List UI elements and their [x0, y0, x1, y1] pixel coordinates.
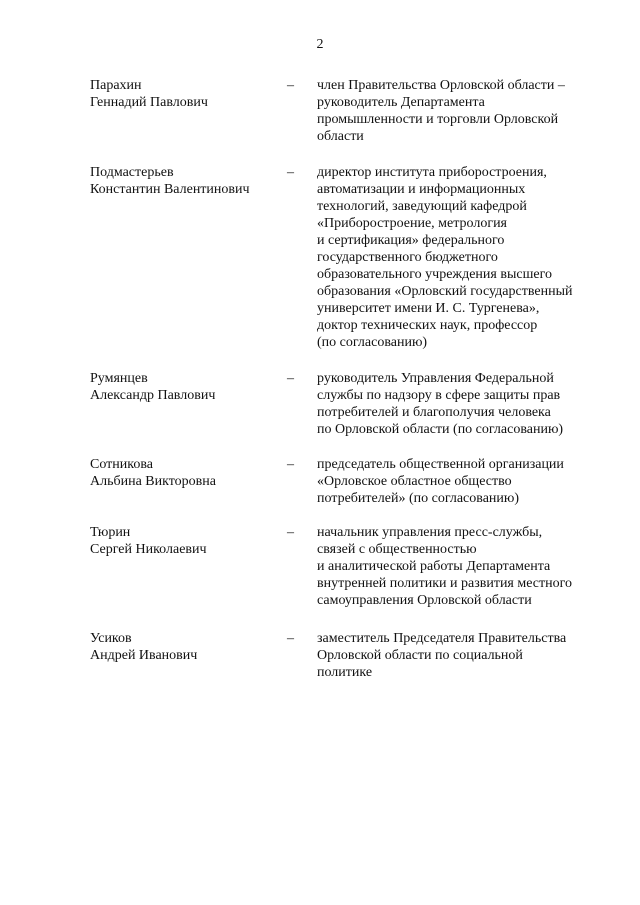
- member-name: [90, 370, 275, 404]
- role-line: технологий, заведующий кафедрой: [317, 199, 527, 214]
- member-given-names: Альбина Викторовна: [90, 474, 216, 489]
- separator-dash: –: [287, 371, 294, 386]
- member-given-names: Сергей Николаевич: [90, 542, 207, 557]
- member-role: [317, 456, 607, 507]
- member-name: [90, 77, 275, 111]
- member-name: [90, 164, 275, 198]
- member-role: [317, 370, 607, 438]
- separator-dash: –: [287, 78, 294, 93]
- member-given-names: Александр Павлович: [90, 388, 216, 403]
- role-line: по Орловской области (по согласованию): [317, 422, 564, 437]
- role-line: и аналитической работы Департамента: [317, 559, 551, 574]
- member-surname: Тюрин: [90, 525, 131, 540]
- member-role: [317, 164, 607, 351]
- separator-dash: –: [287, 457, 294, 472]
- role-line: начальник управления пресс-службы,: [317, 525, 543, 540]
- role-line: председатель общественной организации: [317, 457, 564, 472]
- role-line: государственного бюджетного: [317, 250, 498, 265]
- role-line: университет имени И. С. Тургенева»,: [317, 301, 540, 316]
- role-line: «Приборостроение, метрология: [317, 216, 507, 231]
- role-line: руководитель Управления Федеральной: [317, 371, 554, 386]
- role-line: руководитель Департамента: [317, 95, 485, 110]
- member-given-names: Константин Валентинович: [90, 182, 250, 197]
- role-line: связей с общественностью: [317, 542, 477, 557]
- member-surname: Парахин: [90, 78, 142, 93]
- separator-dash: –: [287, 525, 294, 540]
- role-line: образования «Орловский государственный: [317, 284, 573, 299]
- role-line: Орловской области по социальной: [317, 648, 523, 663]
- role-line: потребителей и благополучия человека: [317, 405, 551, 420]
- page-number: 2: [316, 37, 324, 52]
- member-name: [90, 456, 275, 490]
- role-line: самоуправления Орловской области: [317, 593, 532, 608]
- role-line: (по согласованию): [317, 335, 428, 350]
- role-line: директор института приборостроения,: [317, 165, 547, 180]
- member-surname: Румянцев: [90, 371, 148, 386]
- role-line: образовательного учреждения высшего: [317, 267, 552, 282]
- member-role: [317, 630, 607, 681]
- role-line: службы по надзору в сфере защиты прав: [317, 388, 561, 403]
- role-line: политике: [317, 665, 373, 680]
- role-line: заместитель Председателя Правительства: [317, 631, 567, 646]
- member-given-names: Андрей Иванович: [90, 648, 198, 663]
- role-line: доктор технических наук, профессор: [317, 318, 538, 333]
- separator-dash: –: [287, 631, 294, 646]
- role-line: потребителей» (по согласованию): [317, 491, 520, 506]
- separator-dash: –: [287, 165, 294, 180]
- role-line: области: [317, 129, 364, 144]
- role-line: «Орловское областное общество: [317, 474, 512, 489]
- role-line: автоматизации и информационных: [317, 182, 526, 197]
- member-surname: Усиков: [90, 631, 132, 646]
- role-line: член Правительства Орловской области –: [317, 78, 565, 93]
- role-line: внутренней политики и развития местного: [317, 576, 573, 591]
- role-line: промышленности и торговли Орловской: [317, 112, 559, 127]
- member-role: [317, 77, 607, 145]
- member-role: [317, 524, 607, 609]
- member-given-names: Геннадий Павлович: [90, 95, 208, 110]
- member-name: [90, 630, 275, 664]
- member-surname: Подмастерьев: [90, 165, 174, 180]
- member-surname: Сотникова: [90, 457, 153, 472]
- role-line: и сертификация» федерального: [317, 233, 505, 248]
- member-name: [90, 524, 275, 558]
